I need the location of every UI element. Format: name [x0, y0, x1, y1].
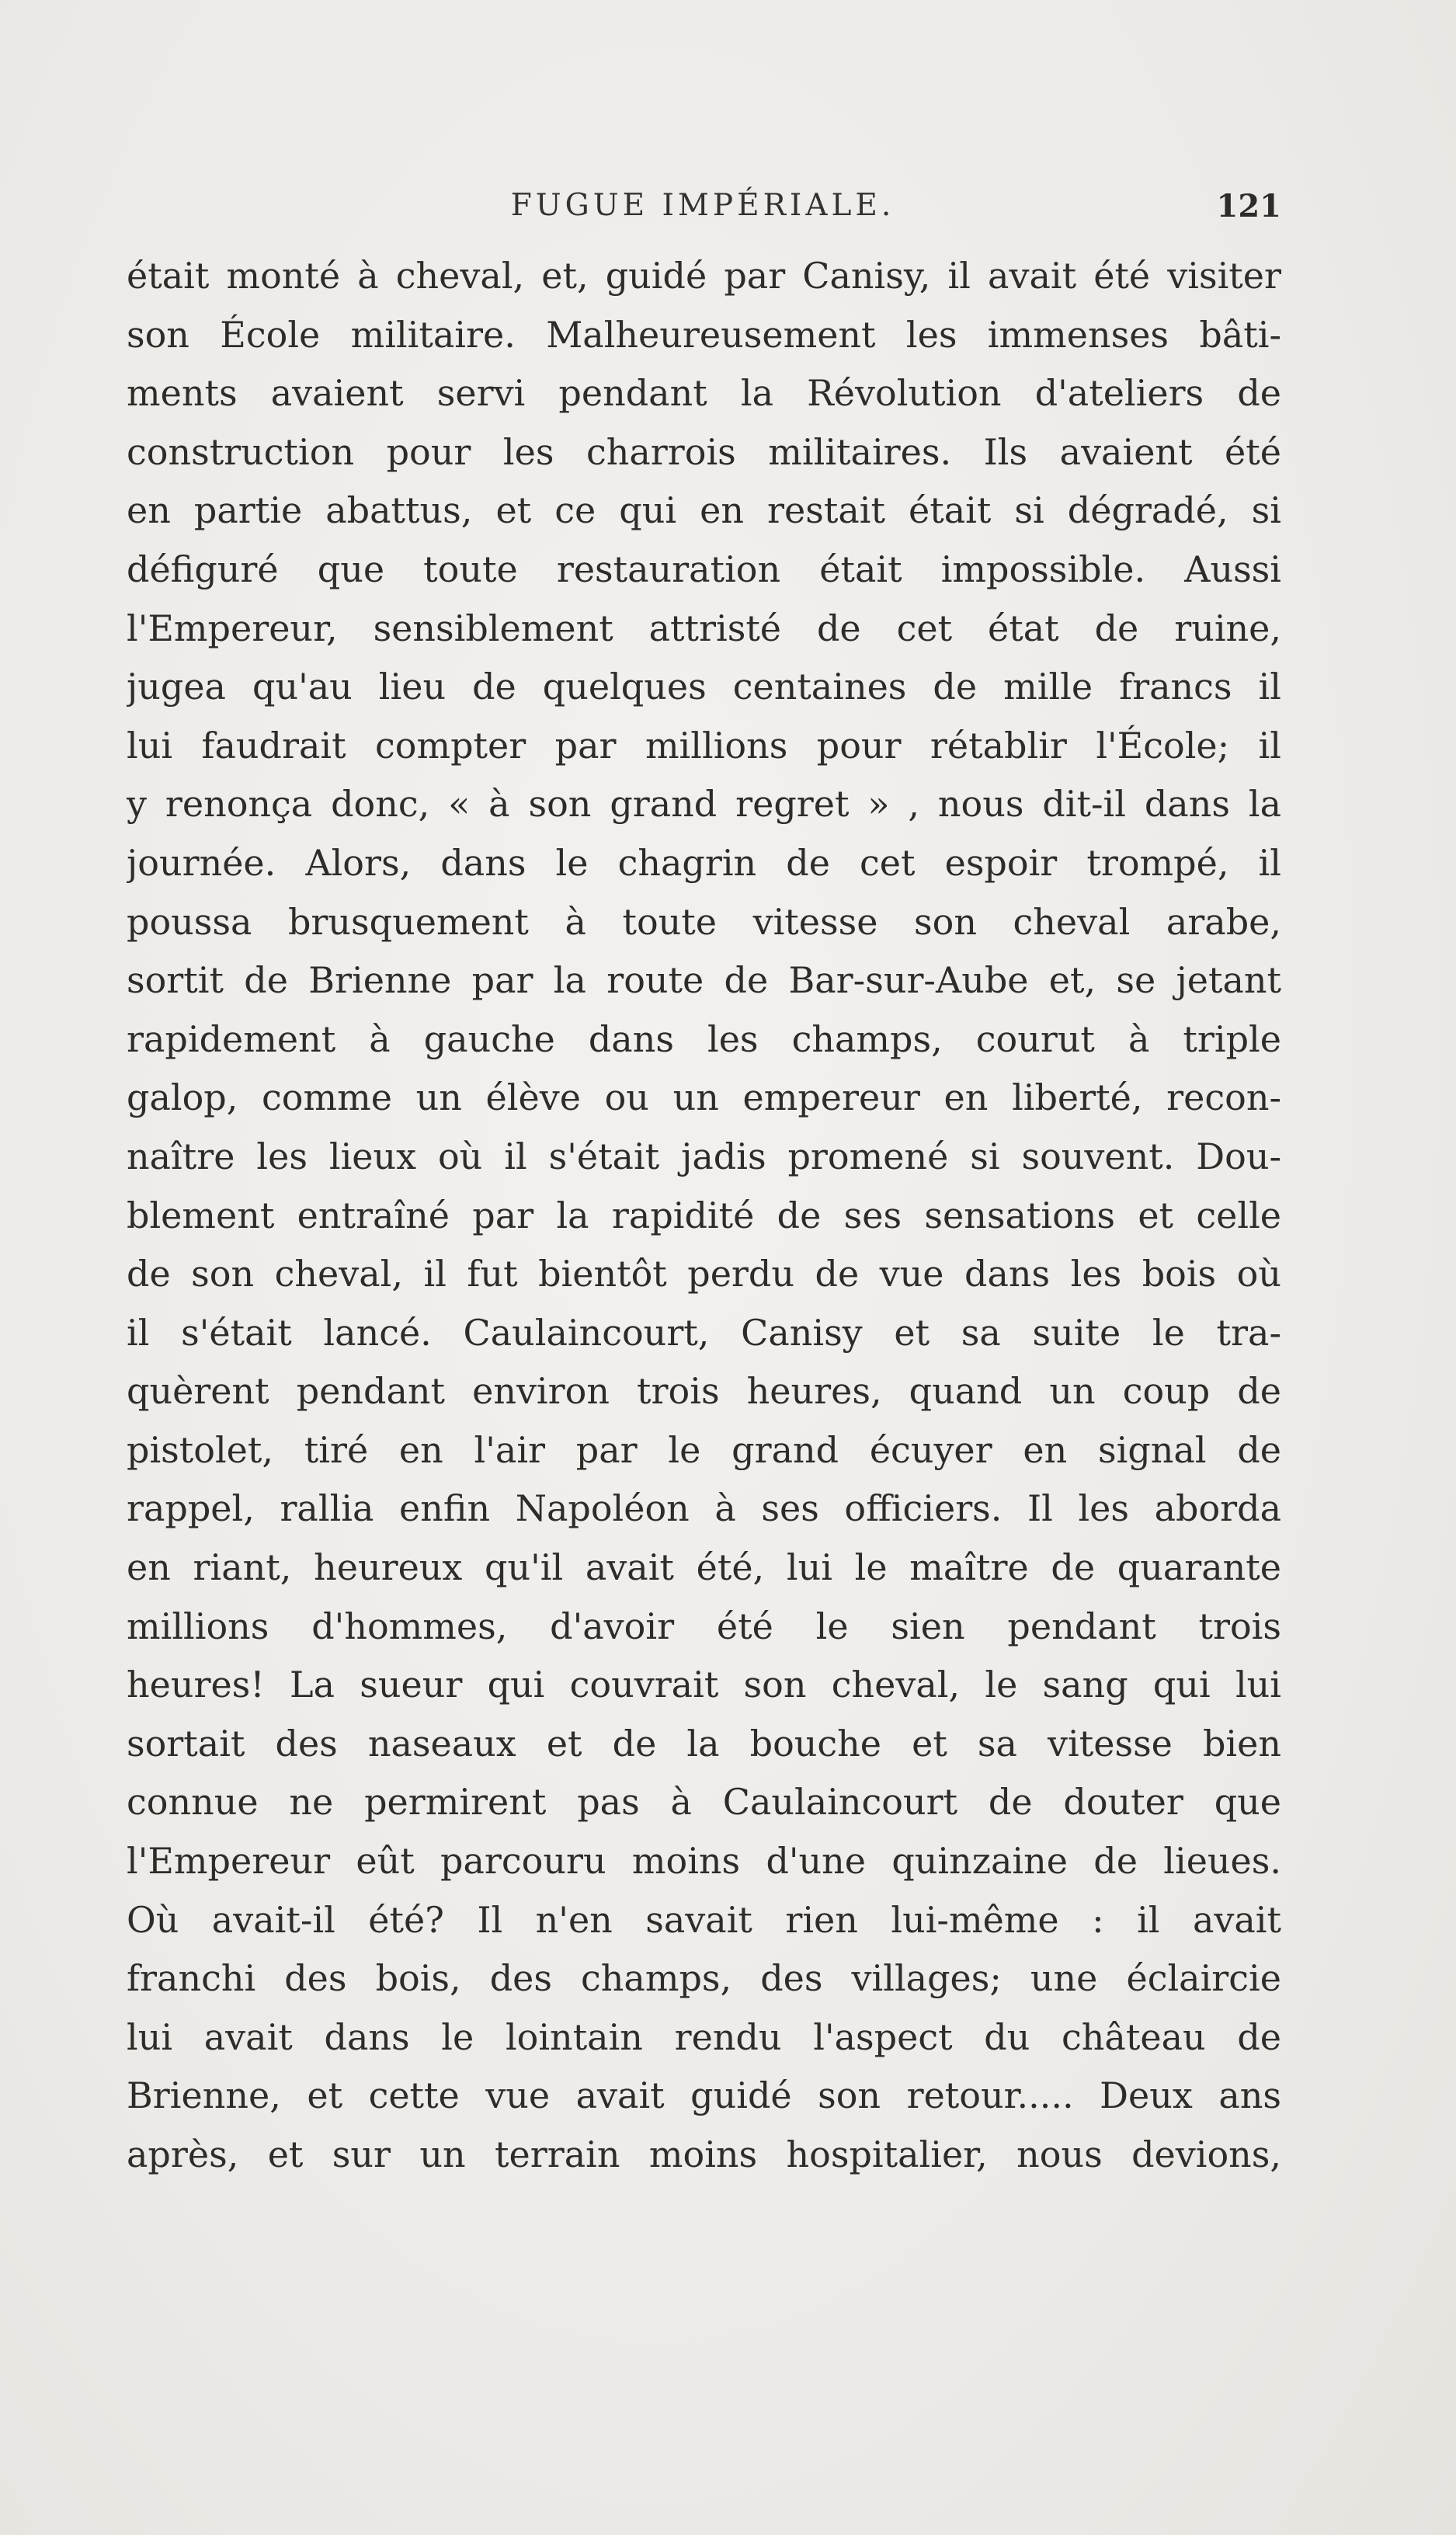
text-line: naître les lieux où il s'était jadis promené si souvent. Dou-: [127, 1135, 1281, 1177]
text-line: sortait des naseaux et de la bouche et sa vitesse bien: [127, 1722, 1281, 1765]
text-line: poussa brusquement à toute vitesse son cheval arabe,: [127, 900, 1281, 943]
text-line: millions d'hommes, d'avoir été le sien pendant trois: [127, 1605, 1281, 1647]
text-line: après, et sur un terrain moins hospitalier, nous devions,: [127, 2133, 1281, 2175]
text-line: rappel, rallia enfin Napoléon à ses officiers. Il les aborda: [127, 1487, 1281, 1530]
text-line: quèrent pendant environ trois heures, quand un coup de: [127, 1370, 1281, 1413]
text-line: connue ne permirent pas à Caulaincourt de douter que: [127, 1781, 1281, 1824]
text-line: Où avait-il été? Il n'en savait rien lui-même : il avait: [127, 1898, 1281, 1941]
page-number: 121: [1216, 188, 1281, 224]
text-line: journée. Alors, dans le chagrin de cet espoir trompé, il: [127, 841, 1281, 884]
running-title: FUGUE IMPÉRIALE.: [510, 188, 895, 223]
text-line: l'Empereur eût parcouru moins d'une quinzaine de lieues.: [127, 1840, 1281, 1883]
text-line: pistolet, tiré en l'air par le grand écuyer en signal de: [127, 1428, 1281, 1471]
text-line: son École militaire. Malheureusement les immenses bâti-: [127, 313, 1281, 356]
body-text: [127, 247, 1281, 2185]
text-line: lui faudrait compter par millions pour rétablir l'École; il: [127, 724, 1281, 767]
text-line: de son cheval, il fut bientôt perdu de vue dans les bois où: [127, 1253, 1281, 1295]
text-line: sortit de Brienne par la route de Bar-sur-Aube et, se jetant: [127, 959, 1281, 1002]
text-line: ments avaient servi pendant la Révolution d'ateliers de: [127, 372, 1281, 415]
text-line: Brienne, et cette vue avait guidé son retour..... Deux ans: [127, 2074, 1281, 2117]
text-line: y renonça donc, « à son grand regret » , nous dit-il dans la: [127, 783, 1281, 826]
text-line: construction pour les charrois militaires. Ils avaient été: [127, 430, 1281, 473]
text-line: rapidement à gauche dans les champs, courut à triple: [127, 1017, 1281, 1060]
text-line: l'Empereur, sensiblement attristé de cet état de ruine,: [127, 607, 1281, 649]
text-line: en riant, heureux qu'il avait été, lui le maître de quarante: [127, 1546, 1281, 1589]
text-line: en partie abattus, et ce qui en restait était si dégradé, si: [127, 489, 1281, 532]
text-line: galop, comme un élève ou un empereur en liberté, recon-: [127, 1076, 1281, 1119]
text-line: était monté à cheval, et, guidé par Canisy, il avait été visiter: [127, 255, 1281, 297]
text-line: jugea qu'au lieu de quelques centaines de mille francs il: [127, 666, 1281, 708]
text-line: franchi des bois, des champs, des villages; une éclaircie: [127, 1957, 1281, 2000]
text-line: il s'était lancé. Caulaincourt, Canisy et sa suite le tra-: [127, 1311, 1281, 1354]
text-line: blement entraîné par la rapidité de ses sensations et celle: [127, 1194, 1281, 1236]
text-line: heures! La sueur qui couvrait son cheval, le sang qui lui: [127, 1664, 1281, 1706]
page-header: [124, 188, 1281, 235]
text-line: lui avait dans le lointain rendu l'aspect du château de: [127, 2015, 1281, 2058]
text-line: défiguré que toute restauration était impossible. Aussi: [127, 548, 1281, 590]
